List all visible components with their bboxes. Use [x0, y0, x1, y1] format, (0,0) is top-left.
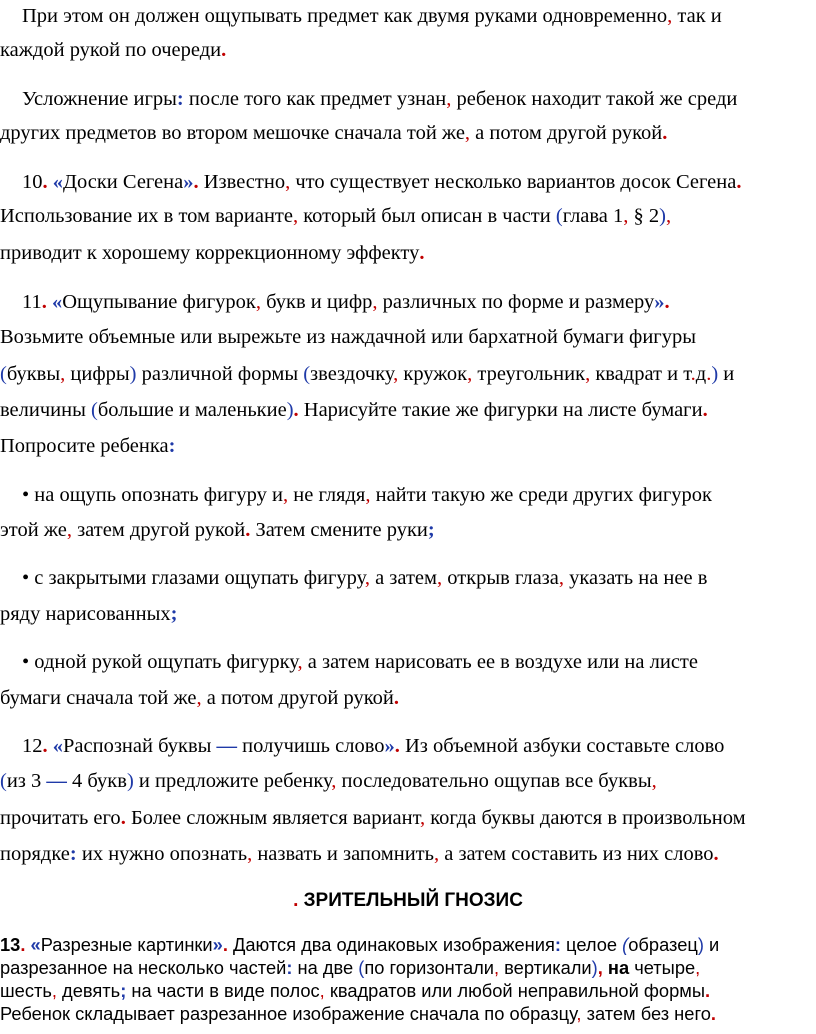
punct: ( [91, 399, 98, 421]
text-run: и [718, 363, 735, 385]
punct: « [52, 291, 63, 313]
text-run: Даются два одинаковых изображения [227, 934, 555, 955]
text-run: затем без него [581, 1003, 711, 1024]
punct: . [221, 39, 227, 61]
text-line [0, 398, 816, 422]
punct: , [365, 484, 371, 506]
punct: ( [0, 770, 7, 792]
text-run: Распознай буквы [63, 735, 217, 757]
text-run: Ребенок складывает разрезанное изображение сначала по образцу [0, 1003, 577, 1024]
punct: ( [0, 363, 7, 385]
punct: ; [170, 603, 178, 625]
text-run: кружок [398, 363, 468, 385]
punct: , [285, 171, 291, 193]
text-run: различной формы [136, 363, 304, 385]
punct: : [69, 843, 77, 865]
text-run: Попросите ребенка [0, 435, 169, 457]
text-run: после того как предмет узнан [183, 88, 447, 110]
punct: « [30, 934, 41, 955]
punct: , [558, 567, 564, 589]
text-run: получишь слово [237, 735, 385, 757]
text-run: величины [0, 399, 92, 421]
text-line [22, 290, 816, 314]
text-line [0, 686, 816, 710]
text-run: последовательно ощупав все буквы [336, 770, 652, 792]
punct: , [255, 291, 262, 313]
text-run: вертикали [499, 957, 592, 978]
punct: , [585, 363, 591, 385]
punct: : [554, 934, 561, 955]
punct: . [42, 171, 53, 193]
text-line [0, 38, 816, 62]
punct: ) [129, 363, 137, 385]
text-line [0, 1003, 816, 1025]
text-run: на части в виде полос [126, 980, 320, 1001]
punct: . [41, 291, 52, 313]
text-run: • одной рукой ощупать фигурку [22, 651, 298, 673]
text-run: четыре [629, 957, 696, 978]
punct: , [420, 807, 426, 829]
text-run: глава 1 [562, 205, 624, 227]
text-run: • с закрытыми глазами ощупать фигуру [22, 567, 365, 589]
text-run: д [695, 363, 707, 385]
punct: , [60, 363, 66, 385]
punct: ; [120, 980, 127, 1001]
text-run: Ощупывание фигурок [62, 291, 256, 313]
punct: — [46, 770, 67, 792]
text-line [0, 434, 816, 458]
punct: , [319, 980, 325, 1001]
bullet-line [22, 483, 816, 507]
text-run: Усложнение игры [22, 88, 177, 110]
punct: ; [427, 519, 435, 541]
punct: . [664, 291, 670, 313]
text-run: Использование их в том варианте [0, 205, 293, 227]
text-line [0, 602, 816, 626]
text-line [0, 957, 816, 979]
punct: : [168, 435, 176, 457]
punct: . [222, 934, 228, 955]
punct: ) [659, 205, 666, 227]
text-line [0, 518, 816, 542]
punct: , [467, 363, 473, 385]
punct: , [494, 957, 500, 978]
text-run: найти такую же среди других фигурок [370, 484, 712, 506]
punct: , [196, 687, 202, 709]
text-line [0, 325, 816, 349]
punct: , [66, 519, 72, 541]
punct: « [52, 735, 63, 757]
text-run: порядке [0, 843, 70, 865]
punct: , [651, 770, 657, 792]
text-run: § 2 [628, 205, 660, 227]
text-run: При этом он должен ощупывать предмет как двумя руками одновременно [22, 5, 668, 27]
text-run: разрезанное на несколько частей [0, 957, 287, 978]
text-line [0, 362, 816, 386]
text-run: а потом другой рукой [201, 687, 394, 709]
punct: , [393, 363, 399, 385]
punct: . [394, 735, 400, 757]
text-line [0, 769, 816, 793]
punct: , [464, 122, 471, 144]
bullet-line [22, 566, 816, 590]
punct: , [331, 770, 337, 792]
text-run: Разрезные картинки [40, 934, 213, 955]
text-run: открыв глаза [442, 567, 559, 589]
text-run: девять [56, 980, 121, 1001]
punct: , [247, 843, 253, 865]
punct: . [293, 399, 299, 421]
punct: , [283, 484, 289, 506]
item-number: 11 [22, 291, 42, 313]
punct: . [713, 843, 719, 865]
punct: , [666, 205, 672, 227]
text-line [0, 121, 816, 145]
text-run: и предложите ребенку [133, 770, 332, 792]
punct: ) [286, 399, 294, 421]
text-run: большие и маленькие [97, 399, 287, 421]
text-run: Более сложным является вариант [125, 807, 420, 829]
punct: , [433, 843, 440, 865]
text-run: Затем смените руки [250, 519, 428, 541]
text-run: когда буквы даются в произвольном [425, 807, 746, 829]
text-run: Известно [198, 171, 286, 193]
text-line [22, 170, 816, 194]
punct: . [702, 399, 708, 421]
punct: « [52, 171, 63, 193]
text-run: их нужно опознать [76, 843, 248, 865]
text-run: прочитать его [0, 807, 121, 829]
punct: . [245, 519, 251, 541]
punct: , [446, 88, 452, 110]
text-run: что существует несколько вариантов досок Сегена [290, 171, 737, 193]
text-run: Возьмите объемные или вырежьте из наждачной или бархатной бумаги фигуры [0, 326, 696, 348]
punct: ) [711, 363, 719, 385]
text-line [22, 734, 816, 758]
text-run: на [607, 957, 630, 978]
text-line [0, 980, 816, 1002]
punct: » [654, 291, 665, 313]
text-run: указать на нее в [564, 567, 708, 589]
text-run: цифры [65, 363, 130, 385]
punct: . [293, 890, 299, 911]
item-number: 12 [22, 735, 43, 757]
text-run: других предметов во втором мешочке сначала той же [0, 122, 465, 144]
punct: , [597, 957, 608, 978]
punct: ) [697, 934, 704, 955]
text-run: звездочку [310, 363, 394, 385]
punct: ) [126, 770, 134, 792]
punct: . [710, 1003, 716, 1024]
text-run: образец [628, 934, 698, 955]
punct: . [193, 171, 199, 193]
punct: ( [622, 934, 629, 955]
text-run: шесть [0, 980, 52, 1001]
text-run: а затем нарисовать ее в воздухе или на листе [302, 651, 698, 673]
item-number: 13 [0, 934, 21, 955]
punct: , [297, 651, 303, 673]
punct: . [662, 122, 668, 144]
bullet-line [22, 650, 816, 674]
punct: , [667, 5, 673, 27]
text-run: Нарисуйте такие же фигурки на листе бумаги [298, 399, 703, 421]
text-run: 4 букв [66, 770, 127, 792]
text-run: Из объемной азбуки составьте слово [399, 735, 725, 757]
text-run: назвать и запомнить [252, 843, 434, 865]
punct: . [419, 242, 425, 264]
text-run: • на ощупь опознать фигуру и [22, 484, 284, 506]
punct: ( [555, 205, 563, 227]
punct: . [393, 687, 399, 709]
punct: . [736, 171, 742, 193]
punct: : [176, 88, 184, 110]
text-run: бумаги сначала той же [0, 687, 197, 709]
heading-text: ЗРИТЕЛЬНЫЙ ГНОЗИС [298, 890, 523, 911]
punct: — [216, 735, 238, 757]
section-heading [0, 889, 816, 913]
text-run: затем другой рукой [71, 519, 246, 541]
punct: . [706, 363, 712, 385]
punct: » [384, 735, 395, 757]
punct: , [51, 980, 57, 1001]
punct: . [20, 934, 31, 955]
text-run: этой же [0, 519, 67, 541]
punct: ( [358, 957, 365, 978]
text-line [22, 87, 816, 111]
text-run: приводит к хорошему коррекционному эффекту [0, 242, 420, 264]
punct: . [690, 363, 696, 385]
text-run: из 3 [6, 770, 47, 792]
text-run: буквы [6, 363, 61, 385]
punct: , [623, 205, 629, 227]
text-run: не глядя [288, 484, 366, 506]
punct: . [704, 980, 711, 1001]
text-run: и [703, 934, 720, 955]
text-line [0, 204, 816, 228]
text-run: различных по форме и размеру [377, 291, 655, 313]
text-line [0, 806, 816, 830]
text-run: ряду нарисованных [0, 603, 171, 625]
text-line [0, 934, 816, 956]
text-run: ребенок находит такой же среди [451, 88, 738, 110]
punct: » [183, 171, 194, 193]
text-run: Доски Сегена [63, 171, 184, 193]
text-run: который был описан в части [298, 205, 556, 227]
text-run: на две [292, 957, 359, 978]
text-run: каждой рукой по очереди [0, 39, 222, 61]
punct: , [364, 567, 370, 589]
punct: , [372, 291, 378, 313]
text-run: так и [672, 5, 722, 27]
text-run: треугольник [472, 363, 586, 385]
punct: . [120, 807, 126, 829]
text-run: букв и цифр [261, 291, 373, 313]
text-line [22, 4, 816, 28]
text-line [0, 842, 816, 866]
punct: , [576, 1003, 582, 1024]
text-run: а потом другой рукой [470, 122, 663, 144]
punct: : [286, 957, 293, 978]
punct: ( [303, 363, 311, 385]
text-run: а затем составить из них слово [439, 843, 714, 865]
text-run: по горизонтали [364, 957, 494, 978]
text-run: квадрат и т [590, 363, 691, 385]
punct: , [293, 205, 299, 227]
punct: , [695, 957, 701, 978]
punct: , [437, 567, 443, 589]
text-run: квадратов или любой неправильной формы [324, 980, 705, 1001]
punct: . [42, 735, 53, 757]
text-line [0, 241, 816, 265]
punct: » [212, 934, 223, 955]
text-run: а затем [369, 567, 437, 589]
item-number: 10 [22, 171, 43, 193]
punct: ) [591, 957, 598, 978]
text-run: целое [560, 934, 623, 955]
